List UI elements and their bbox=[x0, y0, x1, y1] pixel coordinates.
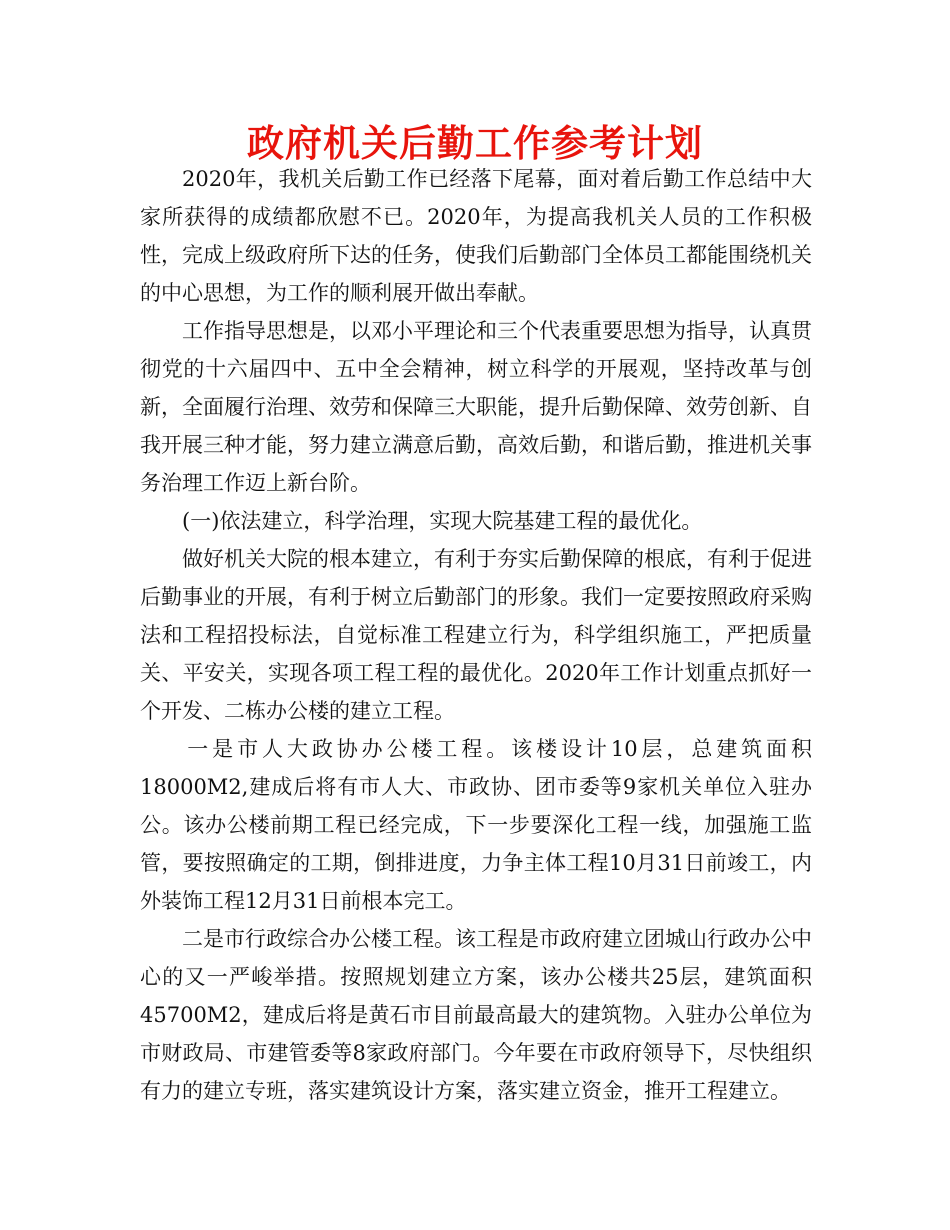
paragraph-infrastructure: 做好机关大院的根本建立，有利于夯实后勤保障的根底，有利于促进后勤事业的开展，有利于树立后勤部门的形象。我们一定要按照政府采购法和工程招投标法，自觉标准工程建立行为，科学组织施工，严把质量关、平安关，实现各项工程工程的最优化。2020年工作计划重点抓好一个开发、二栋办公楼的建立工程。 bbox=[140, 547, 812, 723]
section-heading-1: (一)依法建立，科学治理，实现大院基建工程的最优化。 bbox=[182, 509, 703, 533]
paragraph-intro: 2020年，我机关后勤工作已经落下尾幕，面对着后勤工作总结中大家所获得的成绩都欣慰不已。2020年，为提高我机关人员的工作积极性，完成上级政府所下达的任务，使我们后勤部门全体员工都能围绕机关的中心思想，为工作的顺利展开做出奉献。 bbox=[140, 167, 812, 305]
document-title: 政府机关后勤工作参考计划 bbox=[247, 122, 703, 165]
document-body bbox=[140, 160, 812, 1110]
paragraph-guiding-thought: 工作指导思想是，以邓小平理论和三个代表重要思想为指导，认真贯彻党的十六届四中、五中全会精神，树立科学的开展观，坚持改革与创新，全面履行治理、效劳和保障三大职能，提升后勤保障、效劳创新、自我开展三种才能，努力建立满意后勤，高效后勤，和谐后勤，推进机关事务治理工作迈上新台阶。 bbox=[140, 319, 812, 495]
paragraph-project-1: 一是市人大政协办公楼工程。该楼设计10层，总建筑面积18000M2,建成后将有市人大、市政协、团市委等9家机关单位入驻办公。该办公楼前期工程已经完成，下一步要深化工程一线，加强施工监管，要按照确定的工期，倒排进度，力争主体工程10月31日前竣工，内外装饰工程12月31日前根本完工。 bbox=[140, 737, 812, 913]
paragraph-project-2: 二是市行政综合办公楼工程。该工程是市政府建立团城山行政办公中心的又一严峻举措。按照规划建立方案，该办公楼共25层，建筑面积45700M2，建成后将是黄石市目前最高最大的建筑物。入驻办公单位为市财政局、市建管委等8家政府部门。今年要在市政府领导下，尽快组织有力的建立专班，落实建筑设计方案，落实建立资金，推开工程建立。 bbox=[140, 927, 812, 1103]
